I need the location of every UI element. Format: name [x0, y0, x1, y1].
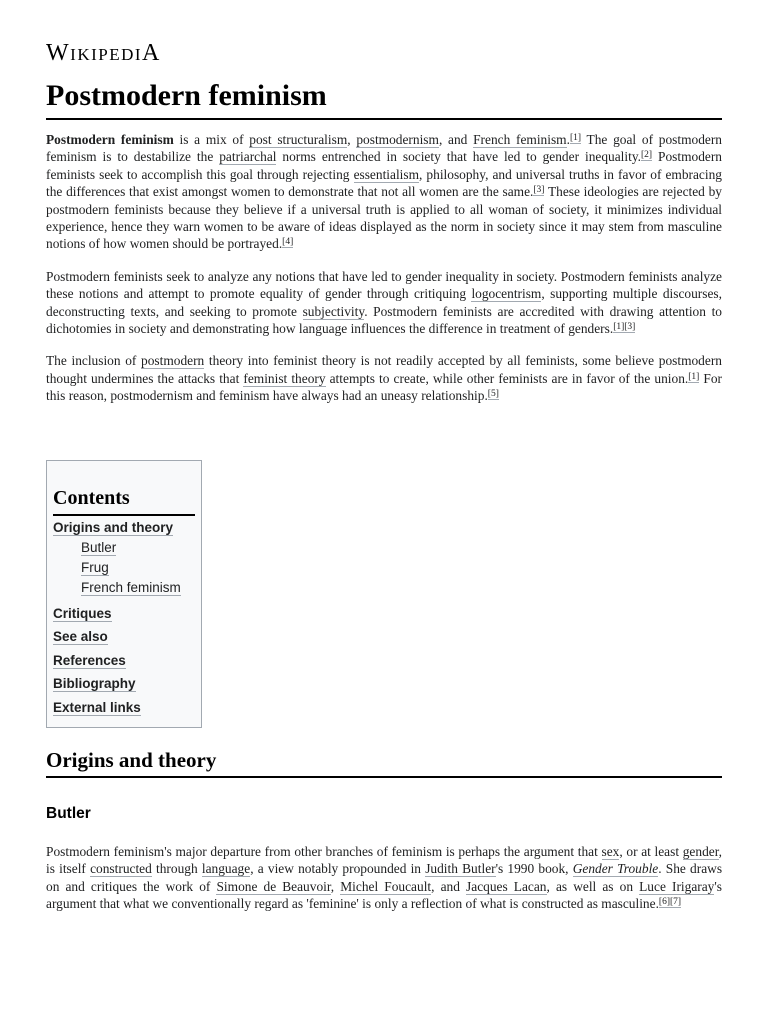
- toc-title: Contents: [53, 487, 195, 516]
- link-luce-irigaray[interactable]: Luce Irigaray: [639, 878, 715, 894]
- toc-item-external-links[interactable]: External links: [53, 699, 141, 715]
- toc-item-bibliography[interactable]: Bibliography: [53, 676, 136, 692]
- toc-item-origins-and-theory[interactable]: Origins and theory: [53, 520, 174, 535]
- link-judith-butler[interactable]: Judith Butler: [425, 861, 496, 877]
- link-constructed[interactable]: constructed: [90, 861, 152, 877]
- butler-paragraph: Postmodern feminism's major departure from other branches of feminism is perhaps the argument that sex, or at least gender, is itself constructed through language, a view notably propounded in Judith Butler's 1990 book, Gender Trouble. She draws on and critiques the work of Simone de Beauvoir, Michel Foucault, and Jacques Lacan, as well as on Luce Irigaray's argument that what we conventionally regard as 'feminine' is only a reflection of what is constructed as masculine.[6][7]: [46, 844, 723, 912]
- link-simone-de-beauvoir[interactable]: Simone de Beauvoir: [216, 878, 331, 894]
- toc-item-see-also[interactable]: See also: [53, 629, 108, 645]
- page-title: Postmodern feminism: [46, 78, 722, 120]
- table-of-contents: [46, 460, 202, 728]
- reference-link[interactable]: [7]: [670, 897, 682, 908]
- lead-paragraph-3: The inclusion of postmodern theory into feminist theory is not readily accepted by all feminists, some believe postmodern thought undermines the attacks that feminist theory attempts to create, while other feminists are in favor of the union.[1] For this reason, postmodernism and feminism have always had an uneasy relationship.[5]: [46, 353, 723, 404]
- toc-item-french-feminism[interactable]: French feminism: [81, 579, 181, 595]
- toc-item-critiques[interactable]: Critiques: [53, 605, 112, 621]
- reference-link[interactable]: [3]: [533, 185, 545, 196]
- toc-item-references[interactable]: References: [53, 652, 126, 668]
- link-patriarchal[interactable]: patriarchal: [219, 149, 277, 165]
- reference-link[interactable]: [6]: [658, 897, 670, 908]
- lead-paragraph-2: Postmodern feminists seek to analyze any notions that have led to gender inequality in society. Postmodern feminists analyze these notions and attempt to promote equality of gender through critiquing logocentrism, supporting multiple discourses, deconstructing texts, and seeking to promote subjectivity. Postmodern feminists are accredited with drawing attention to dichotomies in society and demonstrating how language influences the difference in treatment of genders.[1][3]: [46, 268, 722, 337]
- butler-section: [46, 843, 722, 928]
- link-gender[interactable]: gender: [682, 844, 719, 859]
- section-heading-origins: Origins and theory: [46, 746, 722, 778]
- reference-link[interactable]: [1]: [613, 322, 625, 333]
- reference-link[interactable]: [4]: [282, 237, 294, 248]
- link-french-feminism[interactable]: French feminism: [473, 132, 567, 147]
- reference-link[interactable]: [5]: [487, 389, 499, 400]
- reference-link[interactable]: [2]: [641, 150, 653, 161]
- link-essentialism[interactable]: essentialism: [353, 166, 420, 182]
- toc-list: [53, 520, 195, 720]
- link-language[interactable]: language: [201, 861, 251, 877]
- reference-link[interactable]: [3]: [624, 322, 636, 333]
- link-sex[interactable]: sex: [601, 844, 620, 859]
- link-feminist-theory[interactable]: feminist theory: [243, 370, 326, 386]
- link-subjectivity[interactable]: subjectivity: [302, 303, 365, 319]
- reference-link[interactable]: [1]: [688, 371, 700, 382]
- lead-paragraph-1: Postmodern feminism is a mix of post structuralism, postmodernism, and French feminism.[1] The goal of postmodern feminism is to destabilize the patriarchal norms entrenched in society that have led to gender inequality.[2] Postmodern feminists seek to accomplish this goal through rejecting essentialism, philosophy, and universal truths in favor of embracing the differences that exist amongst women to demonstrate that not all women are the same.[3] These ideologies are rejected by postmodern feminists because they believe if a universal truth is applied to all woman of society, it minimizes individual experience, hence they warn women to be aware of ideas displayed as the norm in society since it may stem from masculine notions of how women should be portrayed.[4]: [46, 132, 722, 252]
- link-jacques-lacan[interactable]: Jacques Lacan: [466, 878, 547, 894]
- link-michel-foucault[interactable]: Michel Foucault: [340, 878, 432, 894]
- reference-link[interactable]: [1]: [569, 133, 582, 143]
- subsection-heading-butler: Butler: [46, 805, 91, 822]
- link-post-structuralism[interactable]: post structuralism: [249, 132, 348, 147]
- wikipedia-logo[interactable]: WIKIPEDIA: [46, 40, 161, 66]
- link-postmodernism[interactable]: postmodernism: [356, 132, 439, 147]
- link-gender-trouble[interactable]: Gender Trouble: [572, 861, 659, 877]
- bold-term: Postmodern feminism: [46, 132, 174, 147]
- lead-section: [46, 131, 722, 420]
- toc-item-butler[interactable]: Butler: [81, 539, 117, 555]
- link-logocentrism[interactable]: logocentrism: [471, 286, 542, 302]
- toc-item-frug[interactable]: Frug: [81, 559, 109, 575]
- link-postmodern[interactable]: postmodern: [141, 353, 205, 369]
